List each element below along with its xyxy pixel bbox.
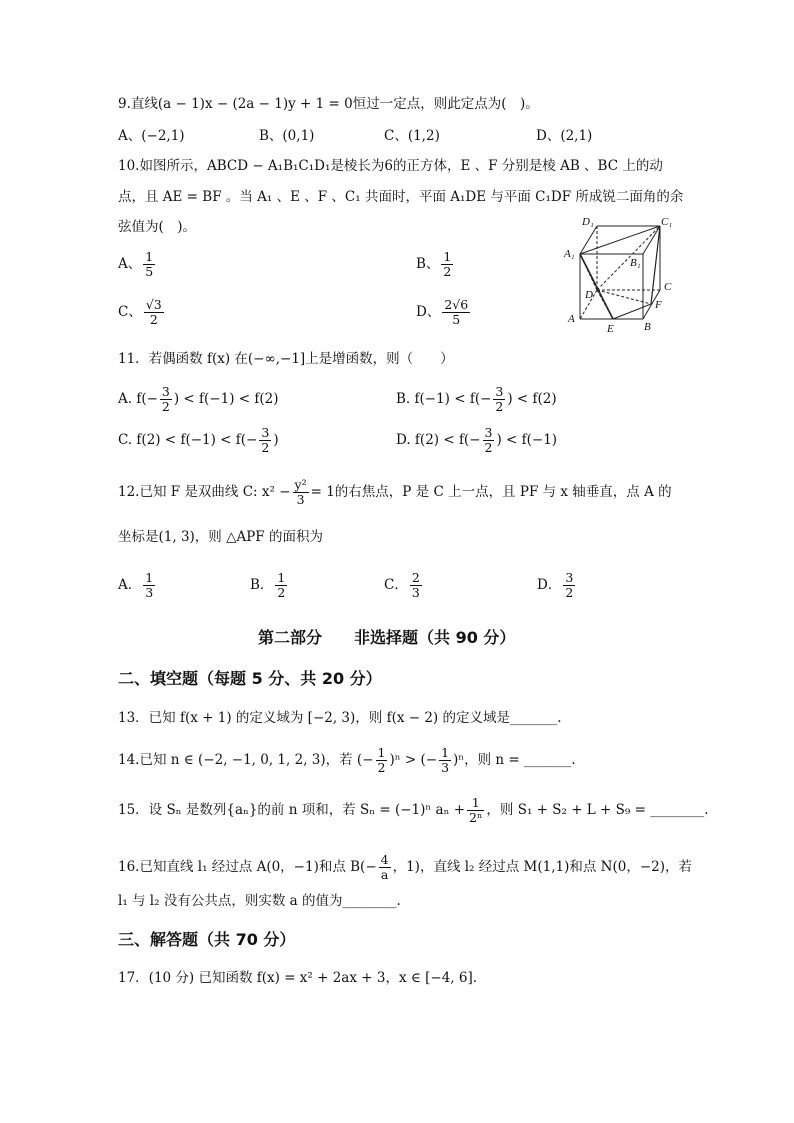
- edge-d1-a1: [580, 226, 597, 254]
- q10-option-b: B、 $\frac{1}{2}$: [416, 249, 452, 279]
- label-d1: D₁: [582, 216, 594, 228]
- label-f: F: [655, 299, 662, 311]
- q16-line-1: 16.已知直线 l₁ 经过点 A(0，−1)和点 B(− $\frac{4}{a}$ ，1)，直线 l₂ 经过点 M(1,1)和点 N(0，−2)，若: [118, 852, 693, 882]
- q11-option-d: D. f(2) < f(− $\frac{3}{2}$ ) < f(−1): [396, 425, 558, 455]
- q10-line-2: 点，且 AE = BF 。当 A₁ 、E 、F 、C₁ 共面时，平面 A₁DE 与平面 C₁DF 所成锐二面角的余: [118, 189, 684, 205]
- q9-option-b: B、(0,1): [259, 128, 315, 144]
- q11-option-c: C. f(2) < f(−1) < f(− $\frac{3}{2}$ ): [118, 425, 279, 455]
- label-c: C: [664, 281, 672, 293]
- q15: 15．设 Sₙ 是数列{aₙ}的前 n 项和，若 Sₙ = (−1)ⁿ aₙ + $\frac{1}{\text{2ⁿ}}$ ，则 S₁ + S₂ + L + S₉ = ________.: [118, 795, 709, 825]
- segment-d-c1: [597, 226, 660, 290]
- label-b: B: [644, 321, 651, 333]
- q14: 14.已知 n ∈ (−2, −1, 0, 1, 2, 3)，若 (− $\frac{1}{2}$ )ⁿ > (− $\frac{1}{3}$ )ⁿ，则 n = _______.: [118, 745, 576, 775]
- q9-stem: 9.直线(a − 1)x − (2a − 1)y + 1 = 0恒过一定点，则此定点为( )。: [118, 96, 539, 112]
- label-e: E: [607, 323, 614, 335]
- q12-option-c: C． $\frac{2}{3}$: [384, 570, 420, 600]
- q12-line-1: 12.已知 F 是双曲线 C: x² − $\frac{\text{y²}}{3}$ = 1的右焦点，P 是 C 上一点，且 PF 与 x 轴垂直，点 A 的: [118, 477, 672, 507]
- label-a1: A₁: [564, 248, 575, 260]
- q11-option-b: B. f(−1) < f(− $\frac{3}{2}$ ) < f(2): [396, 384, 557, 414]
- q9-option-d: D、(2,1): [536, 128, 593, 144]
- q10-line-1: 10.如图所示，ABCD − A₁B₁C₁D₁是棱长为6的正方体，E 、F 分别是棱 AB 、BC 上的动: [118, 158, 663, 174]
- q9-option-c: C、(1,2): [384, 128, 440, 144]
- q12-option-d: D． $\frac{3}{2}$: [537, 570, 574, 600]
- label-a: A: [568, 313, 575, 325]
- q10-option-d: D、 $\frac{2√6}{5}$: [416, 297, 469, 327]
- q10-option-a: A、 $\frac{1}{5}$: [118, 249, 154, 279]
- label-d: D: [585, 289, 593, 301]
- q12-option-a: A． $\frac{1}{3}$: [118, 570, 154, 600]
- label-b1: B₁: [630, 257, 641, 269]
- q10-line-3: 弦值为( )。: [118, 219, 197, 235]
- q10-option-c: C、 $\frac{√3}{2}$: [118, 297, 162, 327]
- q12-option-b: B． $\frac{1}{2}$: [250, 570, 286, 600]
- q11-option-a: A. f(− $\frac{3}{2}$ ) < f(−1) < f(2): [118, 384, 279, 414]
- segment-e-f: [613, 304, 651, 319]
- section3-title: 三、解答题（共 70 分）: [118, 930, 296, 949]
- segment-a1-c1: [580, 226, 660, 254]
- q11-stem: 11．若偶函数 f(x) 在(−∞,−1]上是增函数，则（ ）: [118, 351, 454, 367]
- label-c1: C₁: [661, 216, 673, 228]
- section2-title: 二、填空题（每题 5 分、共 20 分）: [118, 669, 382, 688]
- q9-option-a: A、(−2,1): [118, 128, 185, 144]
- part2-title: 第二部分 非选择题（共 90 分）: [258, 628, 516, 647]
- q17: 17．(10 分) 已知函数 f(x) = x² + 2ax + 3，x ∈ [−4, 6].: [118, 970, 478, 986]
- q16-line-2: l₁ 与 l₂ 没有公共点，则实数 a 的值为________.: [118, 893, 401, 909]
- q12-line-2: 坐标是(1, 3)，则 △APF 的面积为: [118, 529, 323, 545]
- cube-figure: [560, 212, 685, 337]
- q13: 13．已知 f(x + 1) 的定义域为 [−2, 3)，则 f(x − 2) 的定义域是_______.: [118, 710, 562, 726]
